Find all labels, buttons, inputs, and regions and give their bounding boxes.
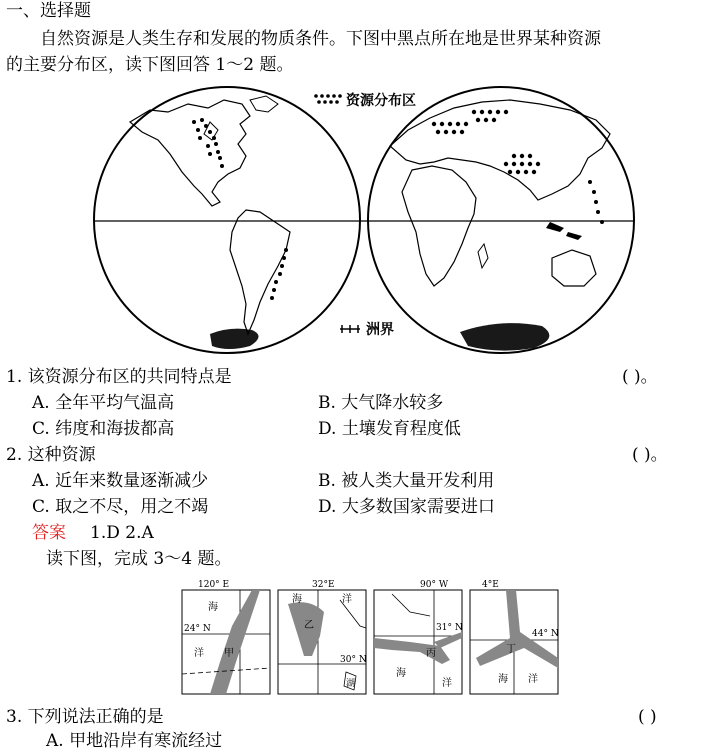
intro-2: 读下图，完成 3～4 题。: [46, 549, 232, 569]
legend-boundary-label: 洲界: [366, 322, 394, 338]
south-america-outline: [230, 210, 290, 334]
q3-stem: 3. 下列说法正确的是: [6, 707, 164, 727]
map-ding: [470, 580, 559, 694]
map-jia-sea: 海: [208, 602, 218, 613]
q2-stem: 2. 这种资源: [6, 445, 96, 465]
map-yi-lat: 30° N: [340, 655, 367, 665]
map-ding-ocean: 洋: [528, 674, 538, 685]
eastern-hemisphere: [368, 87, 634, 353]
north-america-outline: [130, 100, 250, 206]
map-bing-label: 丙: [426, 648, 436, 659]
map-ding-sea: 海: [498, 674, 508, 685]
map-bing-ocean: 洋: [442, 678, 452, 689]
map-bing-sea: 海: [396, 668, 406, 679]
western-hemisphere: [94, 87, 360, 353]
q2-paren: ( )。: [632, 445, 668, 465]
answer-label: 答案: [32, 523, 66, 543]
q1-option-b[interactable]: B. 大气降水较多: [318, 393, 444, 413]
q1-option-a[interactable]: A. 全年平均气温高: [32, 393, 175, 413]
map-yi-sea: 海: [292, 594, 302, 605]
section-title: 一、选择题: [6, 1, 91, 21]
intro-line-1: 自然资源是人类生存和发展的物质条件。下图中黑点所在地是世界某种资源: [40, 29, 601, 49]
africa-outline: [402, 166, 476, 286]
map-jia-label: 甲: [224, 648, 234, 659]
q1-option-d[interactable]: D. 土壤发育程度低: [318, 419, 461, 439]
q2-option-d[interactable]: D. 大多数国家需要进口: [318, 497, 495, 517]
q2-option-a[interactable]: A. 近年来数量逐渐减少: [32, 471, 209, 491]
legend-resource-symbol: [314, 94, 342, 104]
resource-dots-east: [432, 110, 604, 224]
map-bing: [374, 580, 463, 694]
map-bing-lon: 90° W: [420, 580, 449, 590]
eurasia-outline: [390, 100, 610, 200]
q2-option-b[interactable]: B. 被人类大量开发利用: [318, 471, 495, 491]
q2-option-c[interactable]: C. 取之不尽，用之不竭: [32, 497, 209, 517]
map-yi-label: 乙: [304, 620, 314, 631]
map-jia-lat: 24° N: [184, 624, 211, 634]
legend-boundary-symbol: [340, 325, 360, 333]
q1-paren: ( )。: [622, 367, 658, 387]
map-yi-lon: 32°E: [312, 580, 335, 590]
q1-option-c[interactable]: C. 纬度和海拔都高: [32, 419, 175, 439]
q1-stem: 1. 该资源分布区的共同特点是: [6, 367, 232, 387]
map-bing-lat: 31° N: [436, 623, 463, 633]
map-yi: [278, 580, 367, 694]
map-ding-lat: 44° N: [532, 629, 559, 639]
map-yi-lake: 湖: [346, 679, 356, 689]
map-ding-lon: 4°E: [482, 580, 499, 590]
intro-line-2: 的主要分布区，读下图回答 1～2 题。: [6, 55, 294, 75]
q3-paren: ( ): [638, 707, 657, 727]
map-ding-label: 丁: [506, 644, 516, 655]
answer-text: 1.D 2.A: [90, 523, 154, 543]
map-jia-ocean: 洋: [194, 648, 204, 659]
map-yi-ocean: 洋: [342, 594, 352, 605]
regional-maps: [180, 576, 564, 698]
q3-option-a[interactable]: A. 甲地沿岸有寒流经过: [46, 731, 223, 751]
legend-resource-label: 资源分布区: [346, 93, 416, 109]
map-jia: [182, 580, 270, 694]
map-jia-lon: 120° E: [198, 580, 230, 590]
world-resource-map: [90, 82, 650, 358]
